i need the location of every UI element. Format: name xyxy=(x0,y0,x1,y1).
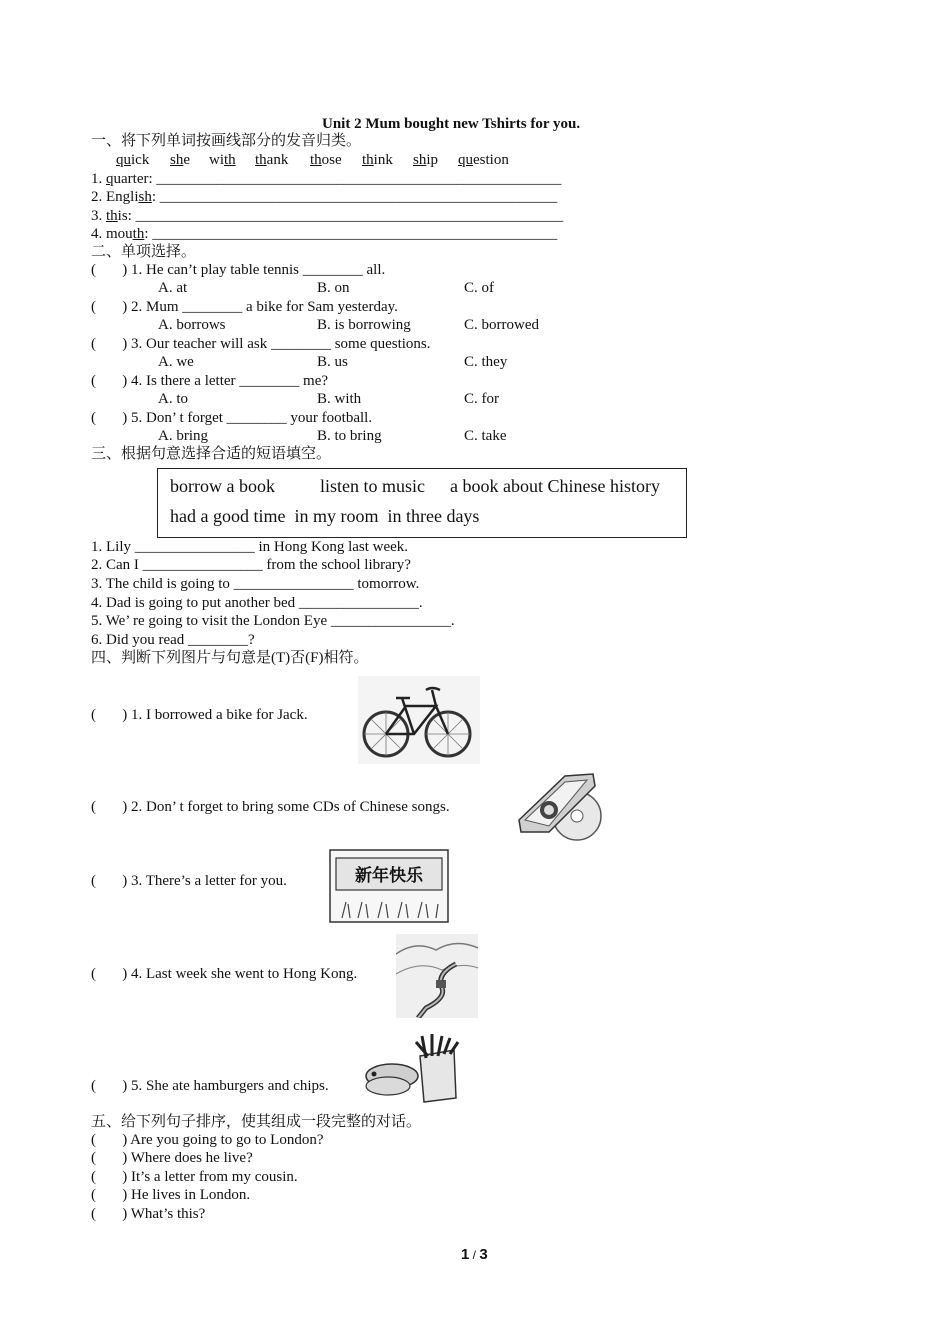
mc-option: C. of xyxy=(464,280,494,296)
page-title: Unit 2 Mum bought new Tshirts for you. xyxy=(322,116,581,132)
mc-option: C. for xyxy=(464,391,499,407)
fish-and-chips-image xyxy=(362,1032,462,1104)
mc-question-5: ( ) 5. Don’ t forget ________ your football. xyxy=(91,410,373,426)
mc-option: C. borrowed xyxy=(464,317,539,333)
order-item-2: ( ) Where does he live? xyxy=(91,1150,253,1166)
fill-item-5: 5. We’ re going to visit the London Eye ________________. xyxy=(91,613,455,629)
mc-option: A. to xyxy=(158,391,188,407)
mc-question-1: ( ) 1. He can’t play table tennis ________ all. xyxy=(91,262,386,278)
mc-option: C. take xyxy=(464,428,507,444)
word-think: think xyxy=(362,152,393,168)
word-ship: ship xyxy=(413,152,439,168)
fill-item-4: 4. Dad is going to put another bed ________________. xyxy=(91,595,423,611)
fill-item-2: 2. Can I ________________ from the school library? xyxy=(91,557,411,573)
tf-item-4: ( ) 4. Last week she went to Hong Kong. xyxy=(91,966,358,982)
phrase: listen to music xyxy=(320,476,425,496)
fill-item-1: 1. Lily ________________ in Hong Kong last week. xyxy=(91,539,409,555)
mc-question-3: ( ) 3. Our teacher will ask ________ some questions. xyxy=(91,336,431,352)
section5-heading: 五、给下列句子排序，使其组成一段完整的对话。 xyxy=(91,1114,422,1130)
order-item-4: ( ) He lives in London. xyxy=(91,1187,251,1203)
mc-option: B. on xyxy=(317,280,350,296)
phrase: a book about Chinese history xyxy=(450,476,660,496)
mc-option: A. bring xyxy=(158,428,208,444)
mc-option: B. is borrowing xyxy=(317,317,411,333)
phrase-box xyxy=(157,468,687,538)
word-thank: thank xyxy=(255,152,289,168)
mc-question-4: ( ) 4. Is there a letter ________ me? xyxy=(91,373,329,389)
word-with: with xyxy=(209,152,236,168)
mc-option: A. at xyxy=(158,280,188,296)
mc-option: A. we xyxy=(158,354,194,370)
word-she: she xyxy=(170,152,191,168)
card-text: 新年快乐 xyxy=(355,866,423,886)
sound-item-1: 1. quarter: ______________________________________________________ xyxy=(91,171,562,187)
mc-question-2: ( ) 2. Mum ________ a bike for Sam yesterday. xyxy=(91,299,398,315)
fill-item-3: 3. The child is going to ________________ tomorrow. xyxy=(91,576,420,592)
section1-heading: 一、将下列单词按画线部分的发音归类。 xyxy=(91,133,362,149)
tf-item-1: ( ) 1. I borrowed a bike for Jack. xyxy=(91,707,308,723)
mc-option: B. with xyxy=(317,391,362,407)
mc-option: B. to bring xyxy=(317,428,382,444)
mc-option: A. borrows xyxy=(158,317,226,333)
page-indicator: 1 / 3 xyxy=(461,1246,488,1263)
section4-heading: 四、判断下列图片与句意是(T)否(F)相符。 xyxy=(91,650,369,666)
word-quick: quick xyxy=(116,152,150,168)
section3-heading: 三、根据句意选择合适的短语填空。 xyxy=(91,446,332,462)
great-wall-image xyxy=(396,934,478,1018)
phrase: borrow a book xyxy=(170,476,275,496)
tf-item-3: ( ) 3. There’s a letter for you. xyxy=(91,873,287,889)
new-year-card-image xyxy=(328,848,450,924)
order-item-5: ( ) What’s this? xyxy=(91,1206,206,1222)
order-item-3: ( ) It’s a letter from my cousin. xyxy=(91,1169,298,1185)
cd-image xyxy=(515,770,607,842)
word-those: those xyxy=(310,152,342,168)
fill-item-6: 6. Did you read ________? xyxy=(91,632,255,648)
tf-item-2: ( ) 2. Don’ t forget to bring some CDs of Chinese songs. xyxy=(91,799,450,815)
order-item-1: ( ) Are you going to go to London? xyxy=(91,1132,324,1148)
sound-item-3: 3. this: _________________________________________________________ xyxy=(91,208,564,224)
phrase-line-2: had a good time in my room in three days xyxy=(170,506,480,526)
section2-heading: 二、单项选择。 xyxy=(91,244,197,260)
mc-option: B. us xyxy=(317,354,348,370)
mc-option: C. they xyxy=(464,354,508,370)
sound-item-2: 2. English: _____________________________________________________ xyxy=(91,189,558,205)
word-question: question xyxy=(458,152,509,168)
sound-item-4: 4. mouth: ______________________________________________________ xyxy=(91,226,558,242)
tf-item-5: ( ) 5. She ate hamburgers and chips. xyxy=(91,1078,329,1094)
bicycle-image xyxy=(358,676,480,764)
